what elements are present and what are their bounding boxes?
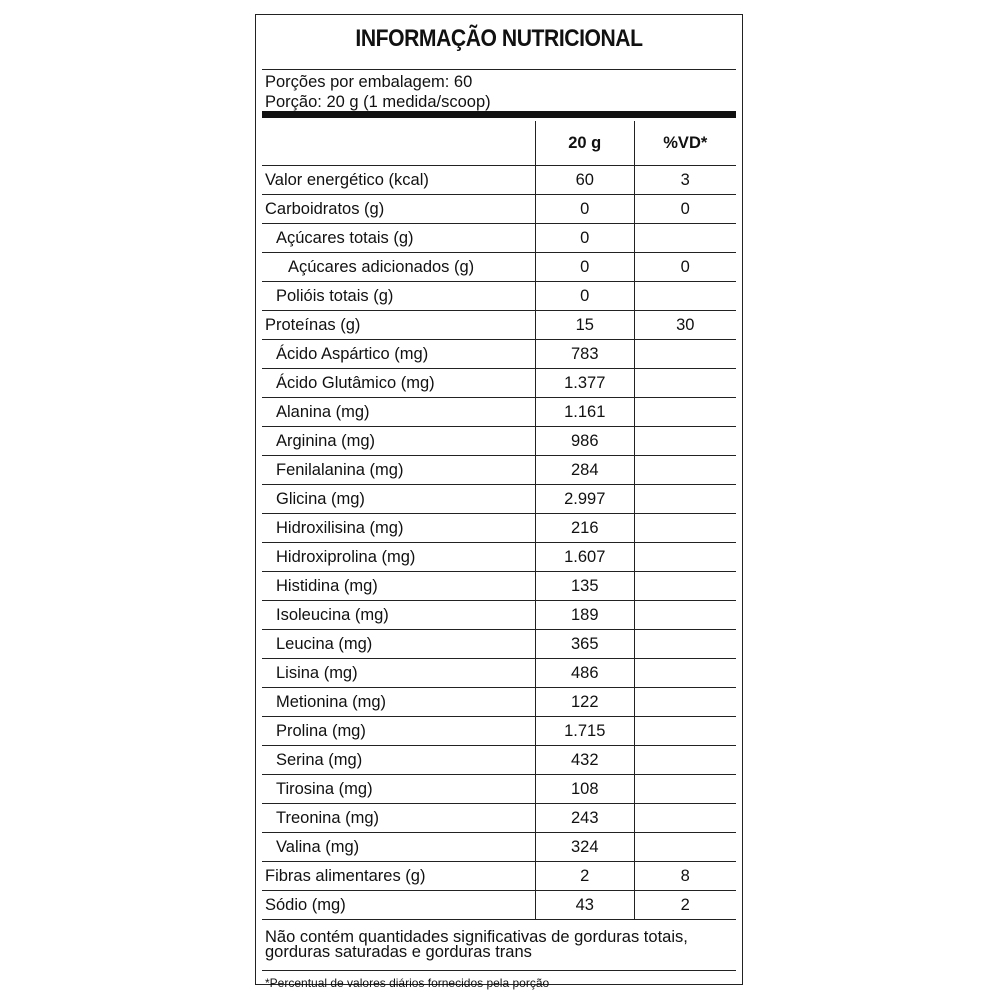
nutrient-amount: 135: [535, 572, 634, 601]
nutrient-name: Ácido Aspártico (mg): [262, 340, 535, 369]
nutrient-dv: 2: [634, 891, 736, 920]
nutrient-amount: 0: [535, 253, 634, 282]
table-row: [262, 572, 736, 601]
nutrient-amount: 365: [535, 630, 634, 659]
nutrient-dv: [634, 659, 736, 688]
nutrient-amount: 1.377: [535, 369, 634, 398]
table-row: [262, 282, 736, 311]
header-nutrient: [262, 121, 535, 166]
nutrient-amount: 0: [535, 195, 634, 224]
nutrient-dv: [634, 601, 736, 630]
nutrient-name: Alanina (mg): [262, 398, 535, 427]
nutrient-dv: [634, 804, 736, 833]
note-divider: [262, 970, 736, 971]
table-row: [262, 311, 736, 340]
table-row: [262, 630, 736, 659]
nutrient-name: Glicina (mg): [262, 485, 535, 514]
table-row: [262, 485, 736, 514]
nutrient-amount: 486: [535, 659, 634, 688]
nutrient-name: Fenilalanina (mg): [262, 456, 535, 485]
nutrient-amount: 0: [535, 282, 634, 311]
nutrient-dv: 8: [634, 862, 736, 891]
nutrient-amount: 243: [535, 804, 634, 833]
table-row: [262, 514, 736, 543]
nutrient-dv: [634, 456, 736, 485]
table-row: [262, 862, 736, 891]
nutrient-dv: [634, 398, 736, 427]
nutrient-name: Tirosina (mg): [262, 775, 535, 804]
nutrient-dv: [634, 775, 736, 804]
nutrient-name: Hidroxilisina (mg): [262, 514, 535, 543]
nutrient-dv: 0: [634, 253, 736, 282]
nutrient-note: Não contém quantidades significativas de gorduras totais, gorduras saturadas e gorduras trans: [265, 928, 688, 961]
table-row: [262, 456, 736, 485]
nutrient-dv: [634, 833, 736, 862]
nutrient-dv: [634, 340, 736, 369]
nutrient-dv: [634, 485, 736, 514]
thick-divider: [262, 111, 736, 118]
nutrient-amount: 324: [535, 833, 634, 862]
nutrient-name: Ácido Glutâmico (mg): [262, 369, 535, 398]
table-row: [262, 775, 736, 804]
nutrient-amount: 1.607: [535, 543, 634, 572]
nutrient-dv: 30: [634, 311, 736, 340]
nutrient-dv: [634, 427, 736, 456]
nutrient-dv: [634, 717, 736, 746]
header-amount: 20 g: [535, 121, 634, 166]
table-row: [262, 688, 736, 717]
nutrient-amount: 216: [535, 514, 634, 543]
table-row: [262, 601, 736, 630]
nutrient-name: Histidina (mg): [262, 572, 535, 601]
nutrient-name: Metionina (mg): [262, 688, 535, 717]
table-row: [262, 427, 736, 456]
table-row: [262, 659, 736, 688]
nutrient-amount: 2: [535, 862, 634, 891]
nutrient-name: Arginina (mg): [262, 427, 535, 456]
serving-size: Porção: 20 g (1 medida/scoop): [265, 93, 491, 111]
nutrient-amount: 284: [535, 456, 634, 485]
table-row: [262, 369, 736, 398]
table-row: [262, 253, 736, 282]
nutrient-amount: 60: [535, 166, 634, 195]
nutrient-amount: 122: [535, 688, 634, 717]
nutrient-dv: [634, 514, 736, 543]
nutrient-dv: [634, 688, 736, 717]
nutrient-name: Açúcares adicionados (g): [262, 253, 535, 282]
label-title: INFORMAÇÃO NUTRICIONAL: [355, 25, 643, 52]
nutrient-dv: [634, 282, 736, 311]
nutrient-amount: 1.715: [535, 717, 634, 746]
nutrient-amount: 189: [535, 601, 634, 630]
nutrition-facts-label: [255, 14, 743, 990]
table-row: [262, 717, 736, 746]
nutrient-dv: [634, 543, 736, 572]
title-divider: [262, 69, 736, 70]
table-row: [262, 891, 736, 920]
header-dv: %VD*: [634, 121, 736, 166]
table-row: [262, 804, 736, 833]
nutrient-name: Hidroxiprolina (mg): [262, 543, 535, 572]
nutrient-name: Sódio (mg): [262, 891, 535, 920]
nutrient-amount: 432: [535, 746, 634, 775]
nutrient-name: Lisina (mg): [262, 659, 535, 688]
table-row: [262, 166, 736, 195]
table-row: [262, 833, 736, 862]
nutrient-amount: 0: [535, 224, 634, 253]
table-row: [262, 746, 736, 775]
nutrient-amount: 15: [535, 311, 634, 340]
nutrient-amount: 986: [535, 427, 634, 456]
nutrient-name: Valina (mg): [262, 833, 535, 862]
nutrient-dv: [634, 630, 736, 659]
table-row: [262, 224, 736, 253]
table-row: [262, 398, 736, 427]
nutrient-dv: [634, 369, 736, 398]
nutrient-name: Açúcares totais (g): [262, 224, 535, 253]
nutrient-dv: [634, 224, 736, 253]
nutrient-amount: 43: [535, 891, 634, 920]
nutrient-name: Valor energético (kcal): [262, 166, 535, 195]
nutrient-name: Polióis totais (g): [262, 282, 535, 311]
nutrient-amount: 2.997: [535, 485, 634, 514]
daily-value-footnote: *Percentual de valores diários fornecidos pela porção: [265, 976, 550, 990]
nutrient-dv: 3: [634, 166, 736, 195]
nutrient-name: Leucina (mg): [262, 630, 535, 659]
table-row: [262, 543, 736, 572]
nutrient-amount: 783: [535, 340, 634, 369]
nutrient-dv: [634, 746, 736, 775]
nutrient-name: Fibras alimentares (g): [262, 862, 535, 891]
nutrient-name: Isoleucina (mg): [262, 601, 535, 630]
nutrient-name: Proteínas (g): [262, 311, 535, 340]
table-header-row: [262, 121, 736, 166]
nutrient-name: Treonina (mg): [262, 804, 535, 833]
nutrition-table: [262, 121, 736, 920]
table-row: [262, 340, 736, 369]
table-row: [262, 195, 736, 224]
nutrient-name: Serina (mg): [262, 746, 535, 775]
nutrient-amount: 108: [535, 775, 634, 804]
nutrient-dv: [634, 572, 736, 601]
nutrient-name: Carboidratos (g): [262, 195, 535, 224]
nutrient-amount: 1.161: [535, 398, 634, 427]
nutrient-name: Prolina (mg): [262, 717, 535, 746]
servings-per-package: Porções por embalagem: 60: [265, 73, 473, 91]
nutrient-dv: 0: [634, 195, 736, 224]
